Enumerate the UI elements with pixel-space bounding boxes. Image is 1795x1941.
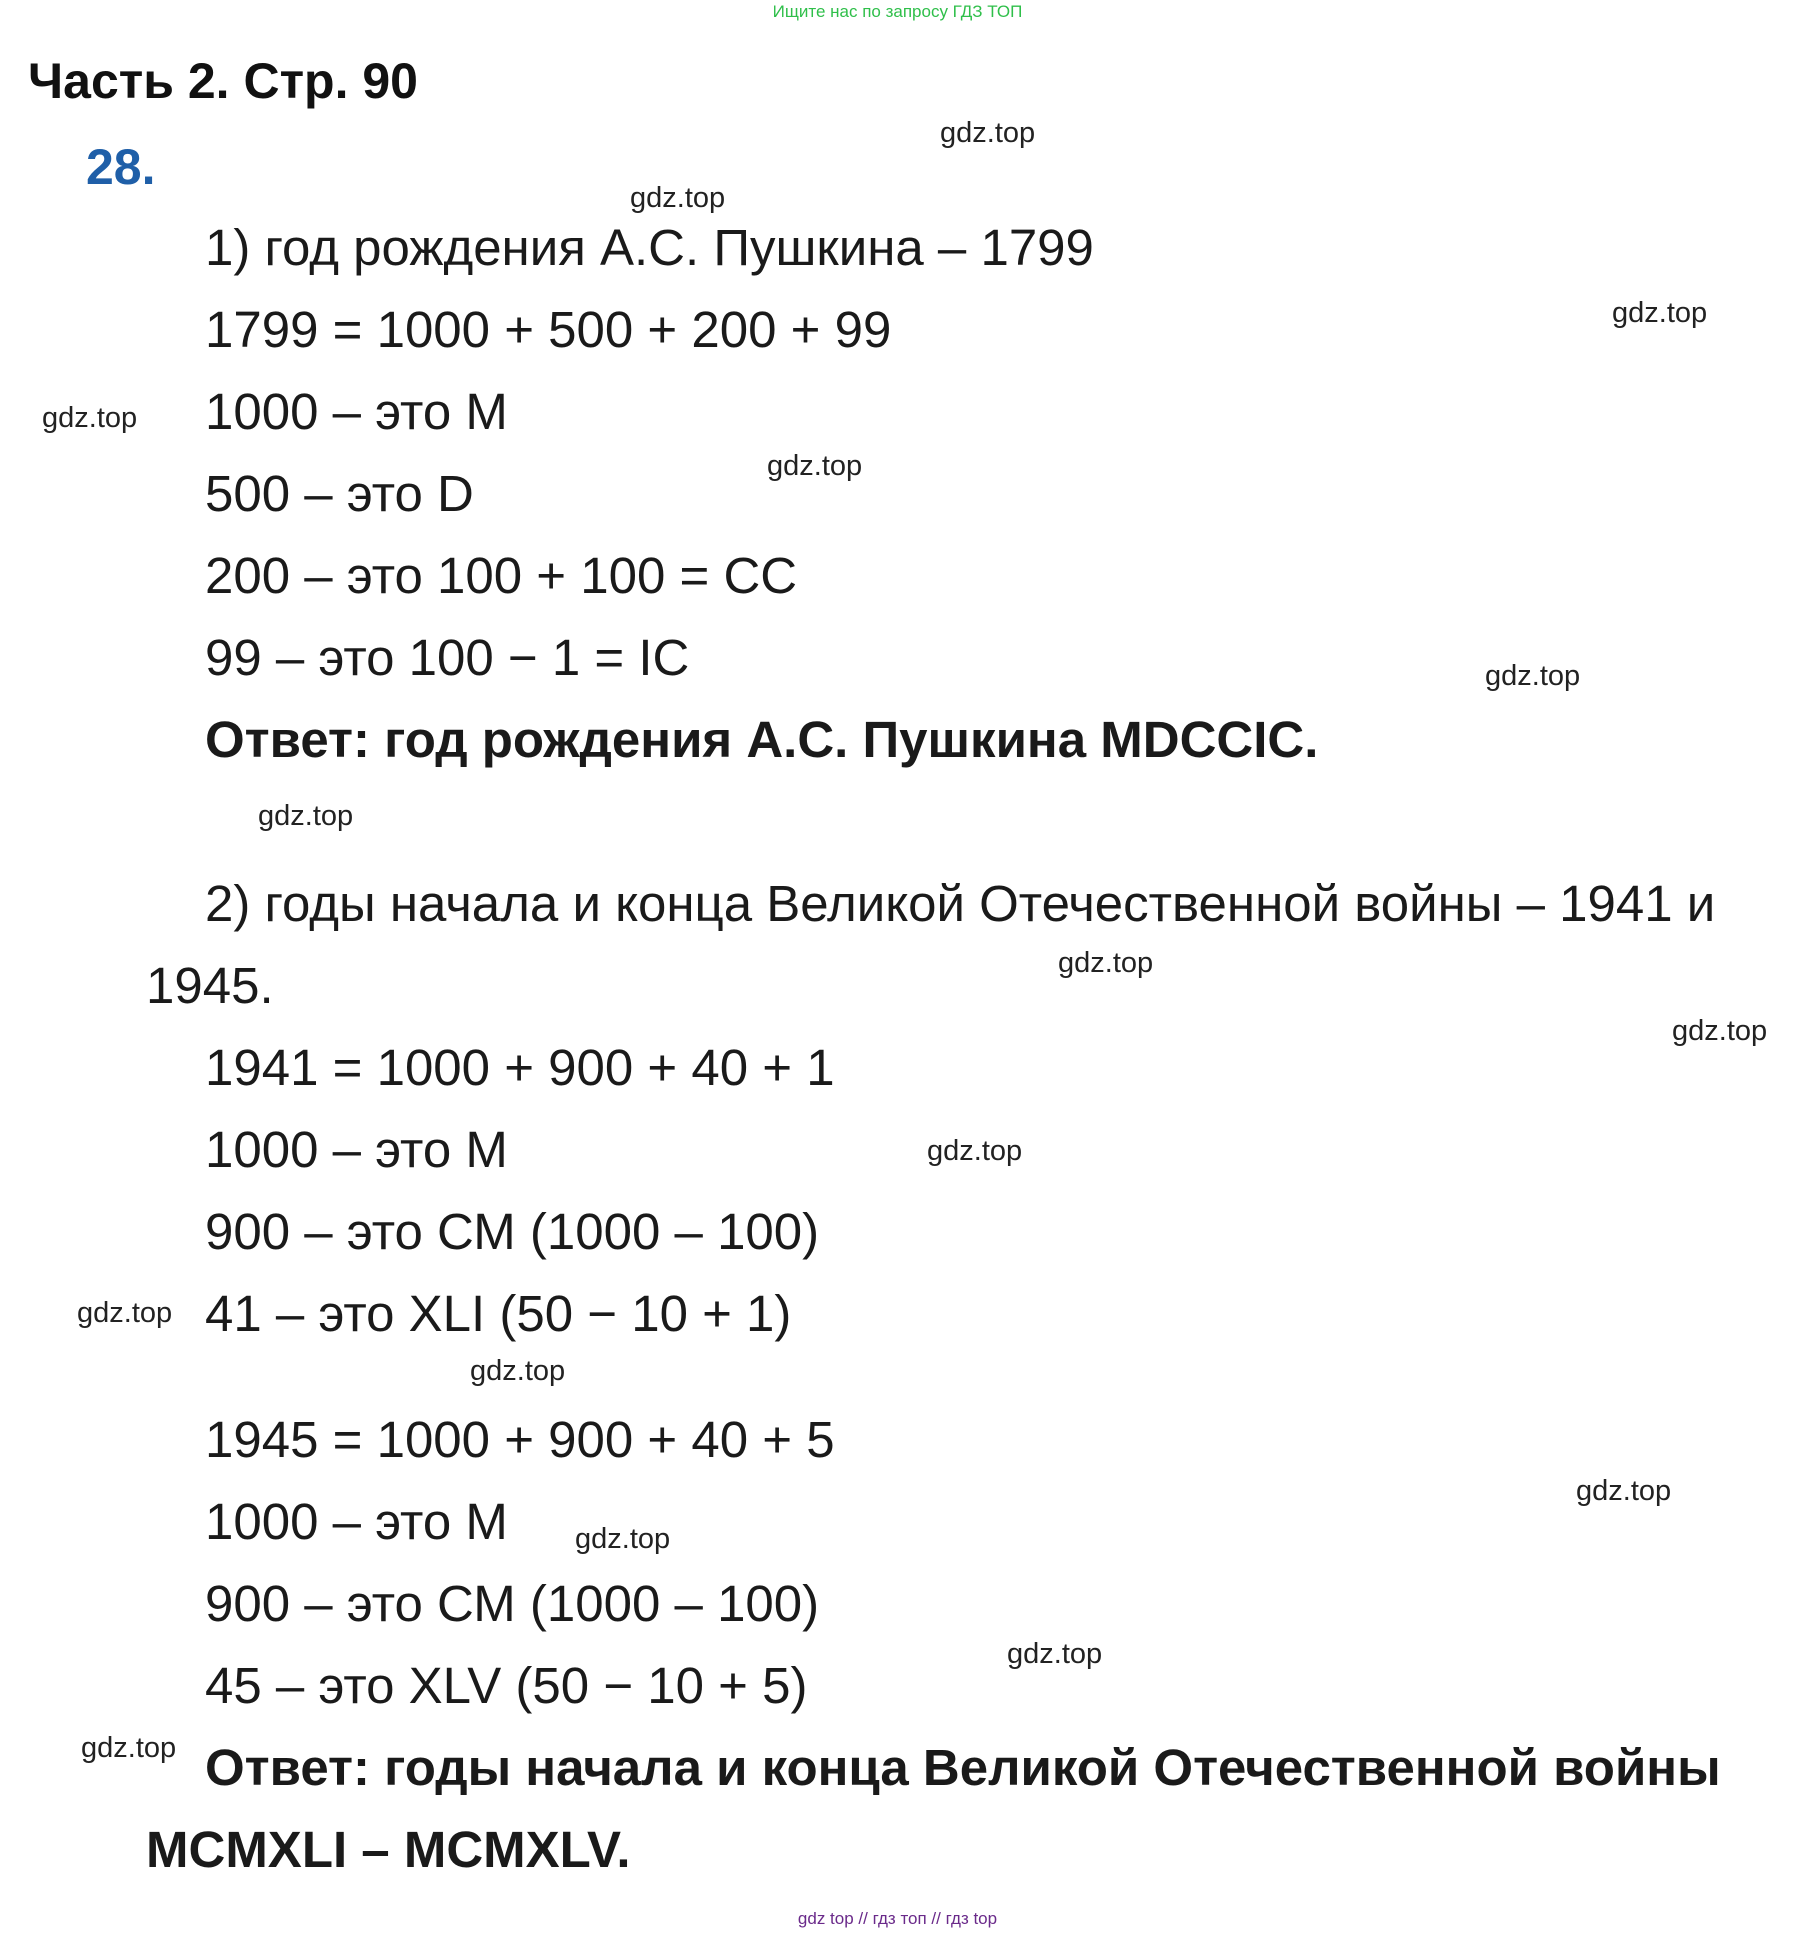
task-number: 28. — [86, 139, 156, 195]
solution-line-17: 45 – это XLV (50 − 10 + 5) — [205, 1657, 808, 1714]
watermark: gdz.top — [575, 1523, 671, 1555]
solution-line-9: 1945. — [146, 957, 274, 1014]
solution-line-11: 1000 – это М — [205, 1121, 508, 1178]
watermark: gdz.top — [1612, 297, 1708, 329]
watermark: gdz.top — [1058, 947, 1154, 979]
watermark: gdz.top — [470, 1355, 566, 1387]
watermark: gdz.top — [42, 402, 138, 434]
solution-line-6: 99 – это 100 − 1 = IC — [205, 629, 690, 686]
page-title: Часть 2. Стр. 90 — [28, 53, 418, 109]
solution-line-14: 1945 = 1000 + 900 + 40 + 5 — [205, 1411, 835, 1468]
watermark: gdz.top — [1007, 1638, 1103, 1670]
solution-line-12: 900 – это СМ (1000 – 100) — [205, 1203, 820, 1260]
answer-line-2: Ответ: годы начала и конца Великой Отечественной войны — [205, 1739, 1721, 1796]
solution-line-4: 500 – это D — [205, 465, 474, 522]
solution-line-3: 1000 – это М — [205, 383, 508, 440]
watermark: gdz.top — [630, 182, 726, 214]
watermark: gdz.top — [940, 117, 1036, 149]
watermark: gdz.top — [767, 450, 863, 482]
answer-line-1: Ответ: год рождения А.С. Пушкина MDCCIC. — [205, 711, 1319, 768]
answer-line-3: MCMXLI – MCMXLV. — [146, 1821, 631, 1878]
solution-line-15: 1000 – это М — [205, 1493, 508, 1550]
solution-line-2: 1799 = 1000 + 500 + 200 + 99 — [205, 301, 892, 358]
solution-line-1: 1) год рождения А.С. Пушкина – 1799 — [205, 219, 1094, 276]
watermark: gdz.top — [81, 1732, 177, 1764]
solution-line-10: 1941 = 1000 + 900 + 40 + 1 — [205, 1039, 835, 1096]
watermark: gdz.top — [258, 800, 354, 832]
solution-line-5: 200 – это 100 + 100 = CC — [205, 547, 798, 604]
solution-line-8: 2) годы начала и конца Великой Отечественной войны – 1941 и — [205, 875, 1716, 932]
top-banner: Ищите нас по запросу ГДЗ ТОП — [772, 2, 1023, 21]
solution-line-16: 900 – это СМ (1000 – 100) — [205, 1575, 820, 1632]
footer-links: gdz top // гдз топ // гдз top — [797, 1909, 998, 1928]
watermark: gdz.top — [1576, 1475, 1672, 1507]
watermark: gdz.top — [1672, 1015, 1768, 1047]
watermark: gdz.top — [1485, 660, 1581, 692]
solution-line-13: 41 – это XLI (50 − 10 + 1) — [205, 1285, 792, 1342]
watermark: gdz.top — [927, 1135, 1023, 1167]
watermark: gdz.top — [77, 1297, 173, 1329]
